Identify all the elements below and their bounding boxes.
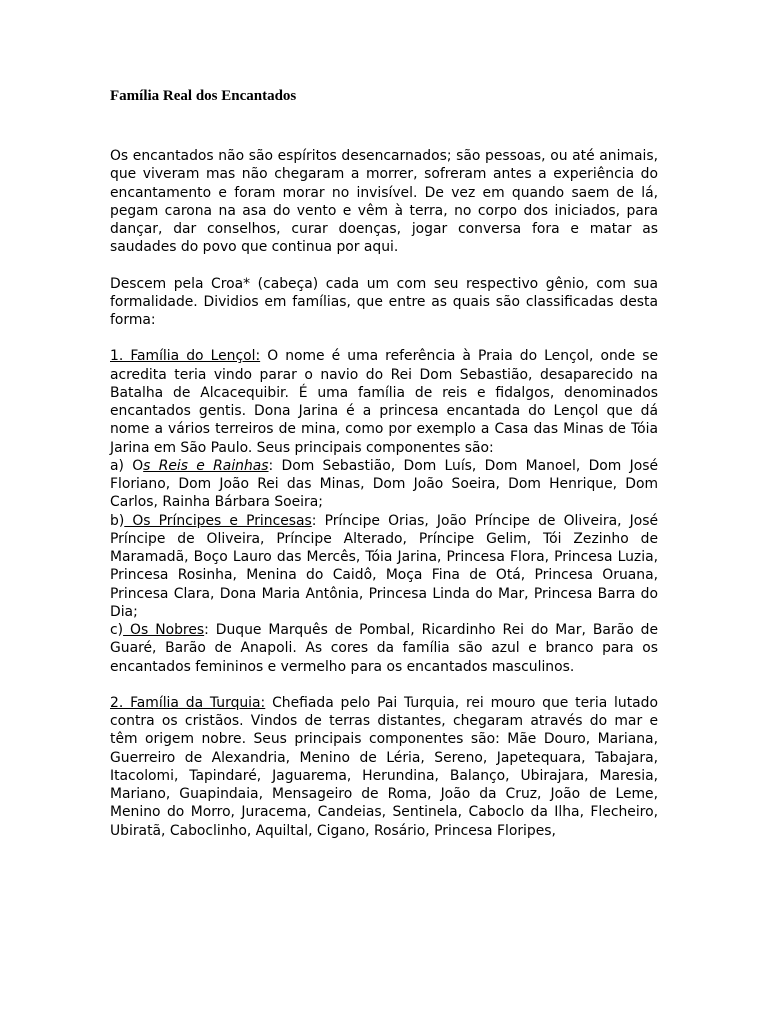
list-text: : Príncipe Orias, João Príncipe de Oliveira, José Príncipe de Oliveira, Príncipe Alterado, Príncipe Gelim, Tói Zezinho de Maramadã, Boço Lauro das Mercês, Tóia Jarina, Princesa Flora, Princesa Luzia, Princesa Rosinha, Menina do Caidô, Moça Fina de Otá, Princesa Oruana, Princesa Clara, Dona Maria Antônia, Princesa Linda do Mar, Princesa Barra do Dia; bbox=[110, 512, 658, 620]
section-text: Chefiada pelo Pai Turquia, rei mouro que teria lutado contra os cristãos. Vindos de terras distantes, chegaram através do mar e têm origem nobre. Seus principais componentes são: Mãe Douro, Mariana, Guerreiro de Alexandria, Menino de Léria, Sereno, Japetequara, Tabajara, Itacolomi, Tapindaré, Jaguarema, Herundina, Balanço, Ubirajara, Maresia, Mariano, Guapindaia, Mensageiro de Roma, João da Cruz, João de Leme, Menino do Morro, Juracema, Candeias, Sentinela, Caboclo da Ilha, Flecheiro, Ubiratã, Caboclinho, Aquiltal, Cigano, Rosário, Princesa Floripes, bbox=[110, 694, 658, 839]
list-label: s Reis e Rainhas bbox=[143, 457, 269, 474]
list-text: : Dom Sebastião, Dom Luís, Dom Manoel, Dom José Floriano, Dom João Rei das Minas, Dom João Soeira, Dom Henrique, Dom Carlos, Rainha Bárbara Soeira; bbox=[110, 457, 658, 511]
intro-paragraph: Os encantados não são espíritos desencarnados; são pessoas, ou até animais, que viveram mas não chegaram a morrer, sofreram antes a experiência do encantamento e foram morar no invisível. De vez em quando saem de lá, pegam carona na asa do vento e vêm à terra, no corpo dos iniciados, para dançar, dar conselhos, curar doenças, jogar conversa fora e matar as saudades do povo que continua por aqui. bbox=[110, 148, 658, 256]
list-item-reis bbox=[110, 457, 658, 512]
list-prefix: b) bbox=[110, 512, 125, 529]
section-text: O nome é uma referência à Praia do Lençol, onde se acredita teria vindo parar o navio do Rei Dom Sebastião, desaparecido na Batalha de Alcacequibir. É uma família de reis e fidalgos, denominados encantados gentis. Dona Jarina é a princesa encantada do Lençol que dá nome a vários terreiros de mina, como por exemplo a Casa das Minas de Tóia Jarina em São Paulo. Seus principais componentes são: bbox=[110, 348, 658, 456]
document-page bbox=[110, 88, 658, 858]
list-item-principes bbox=[110, 512, 658, 622]
list-item-nobres bbox=[110, 621, 658, 676]
section-heading: 2. Família da Turquia: bbox=[110, 694, 266, 711]
section-familia-turquia bbox=[110, 694, 658, 840]
list-prefix: c) bbox=[110, 622, 124, 638]
list-prefix: a) O bbox=[110, 457, 144, 474]
section-familia-lencol bbox=[110, 347, 658, 676]
list-text: : Duque Marquês de Pombal, Ricardinho Rei do Mar, Barão de Guaré, Barão de Anapoli. As cores da família são azul e branco para os encantados femininos e vermelho para os encantados masculinos. bbox=[110, 622, 658, 675]
section-heading: 1. Família do Lençol: bbox=[110, 348, 261, 365]
descem-paragraph: Descem pela Croa* (cabeça) cada um com seu respectivo gênio, com sua formalidade. Dividios em famílias, que entre as quais são classificadas desta forma: bbox=[110, 275, 658, 328]
page-title: Família Real dos Encantados bbox=[110, 88, 297, 104]
list-label: Os Príncipes e Princesas bbox=[124, 512, 312, 529]
list-label: Os Nobres bbox=[123, 622, 205, 638]
